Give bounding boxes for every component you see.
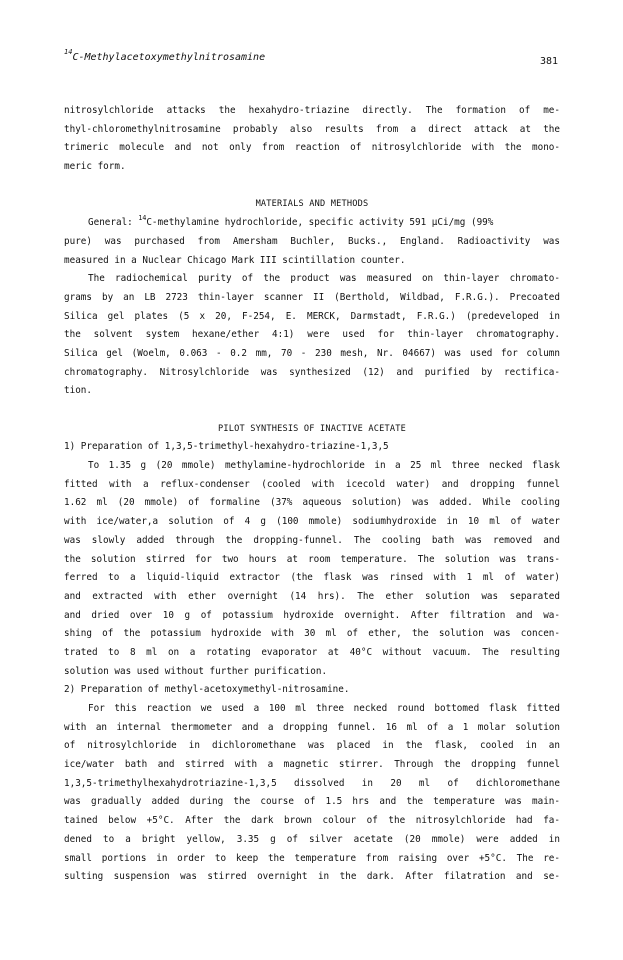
intro-paragraph [64, 102, 560, 177]
text-line: small portions in order to keep the temperature from raising over +5°C. The re- [64, 852, 560, 864]
isotope-superscript: 14 [64, 47, 73, 56]
step-1-title: 1) Preparation of 1,3,5-trimethyl-hexahydro-triazine-1,3,5 [64, 441, 389, 453]
text-line: was slowly added through the dropping-funnel. The cooling bath was removed and [64, 534, 560, 546]
text-line: nitrosylchloride attacks the hexahydro-triazine directly. The formation of me- [64, 105, 560, 116]
body-text [64, 102, 560, 887]
text-line: of nitrosylchloride in dichloromethane was placed in the flask, cooled in an [64, 740, 560, 752]
text-line: sulting suspension was stirred overnight in the dark. After filatration and se- [64, 871, 560, 883]
general-line [64, 214, 560, 233]
general-label: General: [88, 217, 139, 229]
text-line: ferred to a liquid-liquid extractor (the flask was rinsed with 1 ml of water) [64, 572, 560, 584]
isotope-superscript: 14 [138, 214, 147, 223]
text-line: The radiochemical purity of the product was measured on thin-layer chromato- [88, 273, 560, 285]
text-line: Silica gel (Woelm, 0.063 - 0.2 mm, 70 - 230 mesh, Nr. 04667) was used for column [64, 347, 560, 359]
running-header [64, 47, 558, 72]
text-line: thyl-chloromethylnitrosamine probably also results from a direct attack at the [64, 123, 560, 135]
text-line: and extracted with ether overnight (14 hrs). The ether solution was separated [64, 590, 560, 602]
running-title [64, 47, 266, 63]
text-line: pure) was purchased from Amersham Buchler, Bucks., England. Radioactivity was [64, 235, 560, 247]
text-line: was gradually added during the course of 1.5 hrs and the temperature was main- [64, 796, 560, 808]
text-line: To 1.35 g (20 mmole) methylamine-hydrochloride in a 25 ml three necked flask [88, 460, 560, 472]
general-text: C-methylamine hydrochloride, specific activity 591 µCi/mg (99% [146, 217, 494, 229]
text-line: For this reaction we used a 100 ml three necked round bottomed flask fitted [88, 703, 560, 714]
text-line: grams by an LB 2723 thin-layer scanner II (Berthold, Wildbad, F.R.G.). Precoated [64, 291, 560, 303]
text-line: ice/water bath and stirred with a magnetic stirrer. Through the dropping funnel [64, 759, 560, 771]
text-line: 1.62 ml (20 mmole) of formaline (37% aqueous solution) was added. While cooling [64, 497, 560, 509]
step-2-title: 2) Preparation of methyl-acetoxymethyl-nitrosamine. [64, 684, 350, 696]
text-line: trimeric molecule and not only from reaction of nitrosylchloride with the mono- [64, 142, 560, 154]
text-line: trated to 8 ml on a rotating evaporator at 40°C without vacuum. The resulting [64, 646, 560, 658]
text-line: fitted with a reflux-condenser (cooled with icecold water) and dropping funnel [64, 478, 560, 490]
text-line: 1,3,5-trimethylhexahydrotriazine-1,3,5 dissolved in 20 ml of dichloromethane [64, 777, 560, 789]
text-line: with an internal thermometer and a dropping funnel. 16 ml of a 1 molar solution [64, 721, 560, 733]
text-line: tained below +5°C. After the dark brown colour of the nitrosylchloride had fa- [64, 815, 560, 827]
page-number: 381 [539, 56, 558, 67]
section-heading-materials: MATERIALS AND METHODS [255, 199, 369, 210]
text-line: measured in a Nuclear Chicago Mark III scintillation counter. [64, 254, 406, 266]
text-line: Silica gel plates (5 x 20, F-254, E. MERCK, Darmstadt, F.R.G.) (predeveloped in [64, 310, 560, 322]
text-line: dened to a bright yellow, 3.35 g of silver acetate (20 mmole) were added in [64, 833, 560, 845]
text-line: shing of the potassium hydroxide with 30 ml of ether, the solution was concen- [64, 628, 560, 640]
running-title-text: C-Methylacetoxymethylnitrosamine [72, 52, 266, 63]
text-line: and dried over 10 g of potassium hydroxide overnight. After filtration and wa- [64, 609, 560, 621]
pilot-section [64, 438, 560, 887]
materials-section [64, 214, 560, 401]
text-line: chromatography. Nitrosylchloride was synthesized (12) and purified by rectifica- [64, 366, 560, 378]
text-line: tion. [64, 385, 92, 397]
text-line: meric form. [64, 161, 126, 173]
text-line: the solution stirred for two hours at room temperature. The solution was trans- [64, 553, 560, 565]
text-line: solution was used without further purification. [64, 665, 328, 677]
text-line: with ice/water,a solution of 4 g (100 mmole) sodiumhydroxide in 10 ml of water [64, 516, 560, 528]
text-line: the solvent system hexane/ether 4:1) were used for thin-layer chromatography. [64, 329, 560, 341]
section-heading-pilot: PILOT SYNTHESIS OF INACTIVE ACETATE [217, 423, 407, 434]
